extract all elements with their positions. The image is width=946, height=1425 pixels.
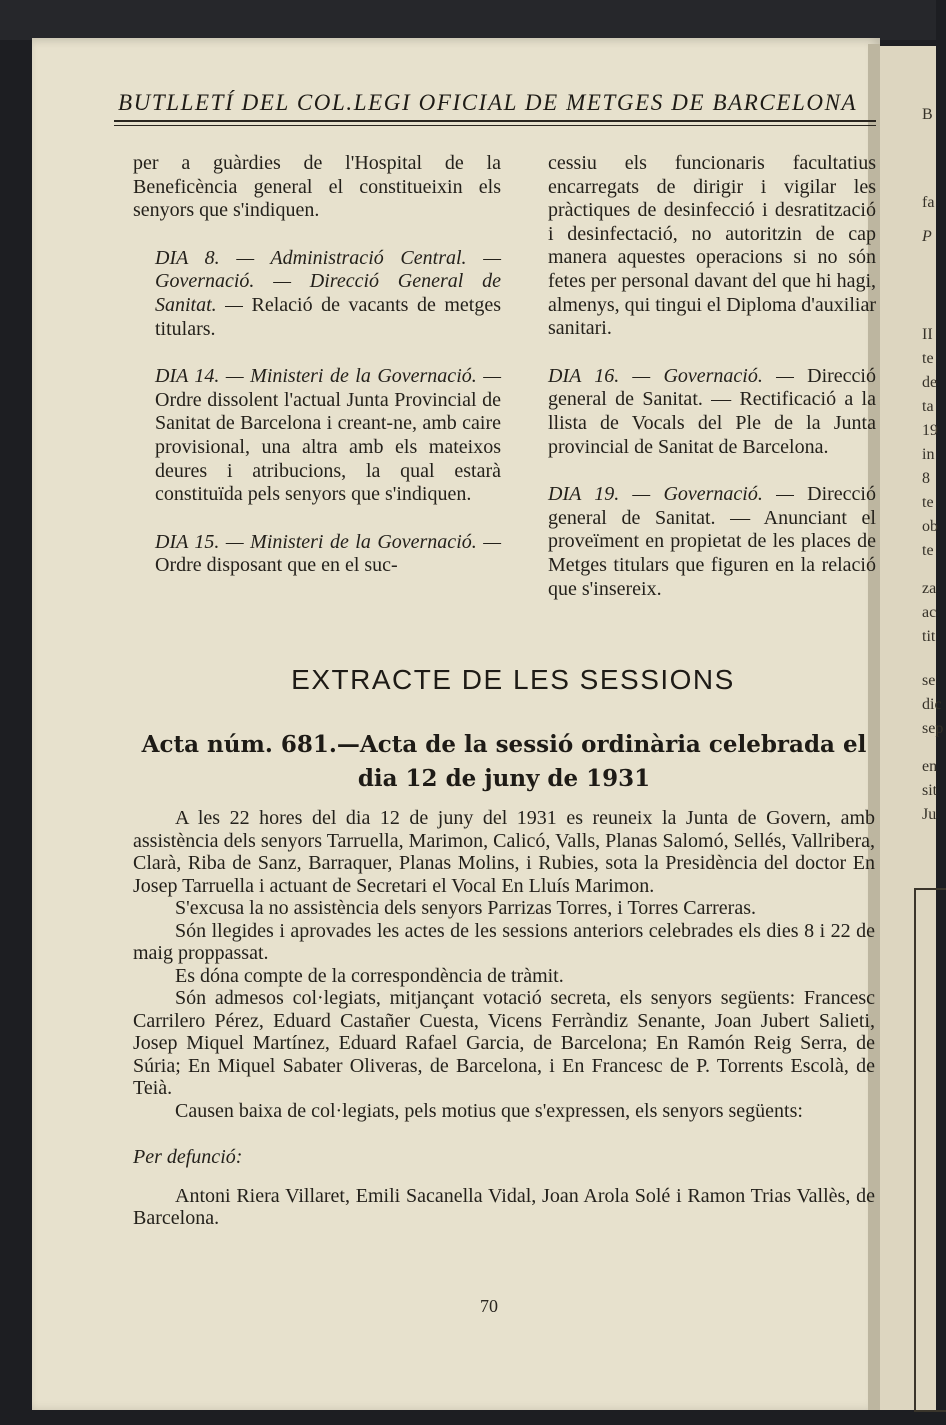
entry-text: Ordre disposant que en el suc- — [155, 554, 398, 577]
adjacent-page-fragment: te — [922, 494, 934, 511]
dia-entry — [133, 247, 501, 341]
entry-text: Ordre dissolent l'actual Junta Provincial de Sanitat de Barcelona i creant-ne, amb caire provisional, una altra amb els mateixos deures i atribucions, la qual estarà constituïda pels senyors que s'indiquen. — [155, 388, 501, 506]
running-head: BUTLLETÍ DEL COL.LEGI OFICIAL DE METGES DE BARCELONA — [118, 90, 858, 115]
adjacent-page-fragment: za — [922, 580, 937, 597]
body-paragraph: Causen baixa de col·legiats, pels motius que s'expressen, els senyors següents: — [175, 1099, 803, 1122]
adjacent-page-fragment: sit — [922, 782, 938, 799]
header-rule-thin — [114, 125, 876, 126]
body-paragraph: A les 22 hores del dia 12 de juny del 1931 es reuneix la Junta de Govern, amb assistència dels senyors Tarruella, Marimon, Calicó, Valls, Planas Salomó, Sellés, Vallribera, Clarà, Riba de Sanz, Barraquer, Planas Molins, i Rubies, sota la Presidència del doctor En Josep Tarruella i actuant de Secretari el Vocal En Lluís Marimon. — [133, 807, 875, 897]
defuncio-list: Antoni Riera Villaret, Emili Sacanella Vidal, Joan Arola Solé i Ramon Trias Vallès, de Barcelona. — [133, 1184, 875, 1229]
sessions-title: EXTRACTE DE LES SESSIONS — [291, 664, 735, 695]
page-number: 70 — [480, 1296, 498, 1316]
body-paragraph: S'excusa la no assistència dels senyors Parrizas Torres, i Torres Carreras. — [175, 897, 757, 919]
adjacent-page-fragment: tit — [922, 628, 936, 645]
adjacent-page-fragment: ob — [922, 518, 938, 535]
adjacent-page-fragment: se — [922, 672, 936, 689]
adjacent-page-fragment: P — [922, 228, 932, 245]
adjacent-page-fragment: fa — [922, 194, 935, 211]
adjacent-page-fragment: ac — [922, 604, 937, 621]
body-paragraph: Són admesos col·legiats, mitjançant votació secreta, els senyors següents: Francesc Carrilero Pérez, Eduard Castañer Cuesta, Vicens Ferràndiz Senante, Joan Jubert Salieti, Josep Miquel Martínez, Eduard Rafael Garcia, de Barcelona; En Ramón Reig Serra, de Súria; En Miquel Sabater Oliveras, de Barcelona, i En Francesc de P. Torrents Escolà, de Teià. — [133, 987, 875, 1099]
acta-body — [133, 807, 875, 1230]
dia-entry — [133, 531, 501, 578]
adjacent-page-fragment: 8 — [922, 470, 930, 487]
left-column — [133, 152, 501, 578]
adjacent-page-fragment: de — [922, 374, 938, 391]
adjacent-page-fragment: te — [922, 542, 934, 559]
entry-text: Relació de vacants de metges titulars. — [155, 293, 501, 340]
adjacent-page-fragment: te — [922, 350, 934, 367]
dia-entry — [526, 365, 876, 459]
right-column — [526, 152, 876, 601]
body-paragraph: Es dóna compte de la correspondència de tràmit. — [175, 964, 564, 987]
body-paragraph: Són llegides i aprovades les actes de les sessions anteriors celebrades els dies 8 i 22 de maig proppassat. — [133, 919, 875, 964]
adjacent-page-fragment: in — [922, 446, 935, 463]
scanner-background — [0, 0, 936, 40]
entry-text: Direcció general de Sanitat. — Anunciant el proveïment en propietat de les places de Metges titulars que figuren en la relació que s'insereix. — [548, 483, 876, 600]
adjacent-page-fragment: Ju — [922, 806, 937, 823]
dia-heading: DIA 14. — Ministeri de la Governació. — — [155, 365, 501, 388]
adjacent-page-fragment: II — [922, 326, 933, 343]
entry-text: per a guàrdies de l'Hospital de la Beneficència general el constitueixin els senyors que s'indiquen. — [133, 152, 501, 222]
adjacent-page-fragment: 19 — [922, 422, 938, 439]
adjacent-page-box — [914, 888, 946, 1412]
entry-text: Direcció general de Sanitat. — Rectificació a la llista de Vocals del Ple de la Junta provincial de Sanitat de Barcelona. — [548, 364, 876, 458]
adjacent-page-fragment: B — [922, 106, 933, 123]
dia-heading: DIA 15. — Ministeri de la Governació. — — [155, 530, 501, 553]
dia-heading: DIA 16. — Governació. — — [548, 364, 794, 387]
dia-heading: DIA 8. — Administració Central. — Governació. — Direcció General de Sanitat. — — [155, 246, 501, 316]
dia-entry — [133, 365, 501, 507]
adjacent-page-edge — [880, 46, 944, 1410]
adjacent-page-fragment: en — [922, 758, 938, 775]
dia-heading: DIA 19. — Governació. — — [548, 483, 794, 506]
entry-text: cessiu els funcionaris facultatius encarregats de dirigir i vigilar les pràctiques de desinfecció i desratització i desinfectació, no autoritzin de cap manera aquestes operacions si no són fetes per personal davant del que hi hagi, almenys, qui tingui el Diploma d'auxiliar sanitari. — [548, 152, 876, 340]
per-defuncio-label: Per defunció: — [133, 1146, 243, 1168]
right-cont-paragraph — [526, 152, 876, 341]
dia-entry — [526, 483, 876, 601]
header-rule — [114, 120, 876, 122]
adjacent-page-fragment: sep — [922, 720, 944, 737]
adjacent-page-fragment: dic — [922, 696, 942, 713]
left-cont-paragraph — [133, 152, 501, 223]
adjacent-page-fragment: ta — [922, 398, 934, 415]
acta-title: Acta núm. 681.—Acta de la sessió ordinària celebrada el dia 12 de juny de 1931 — [141, 731, 867, 792]
